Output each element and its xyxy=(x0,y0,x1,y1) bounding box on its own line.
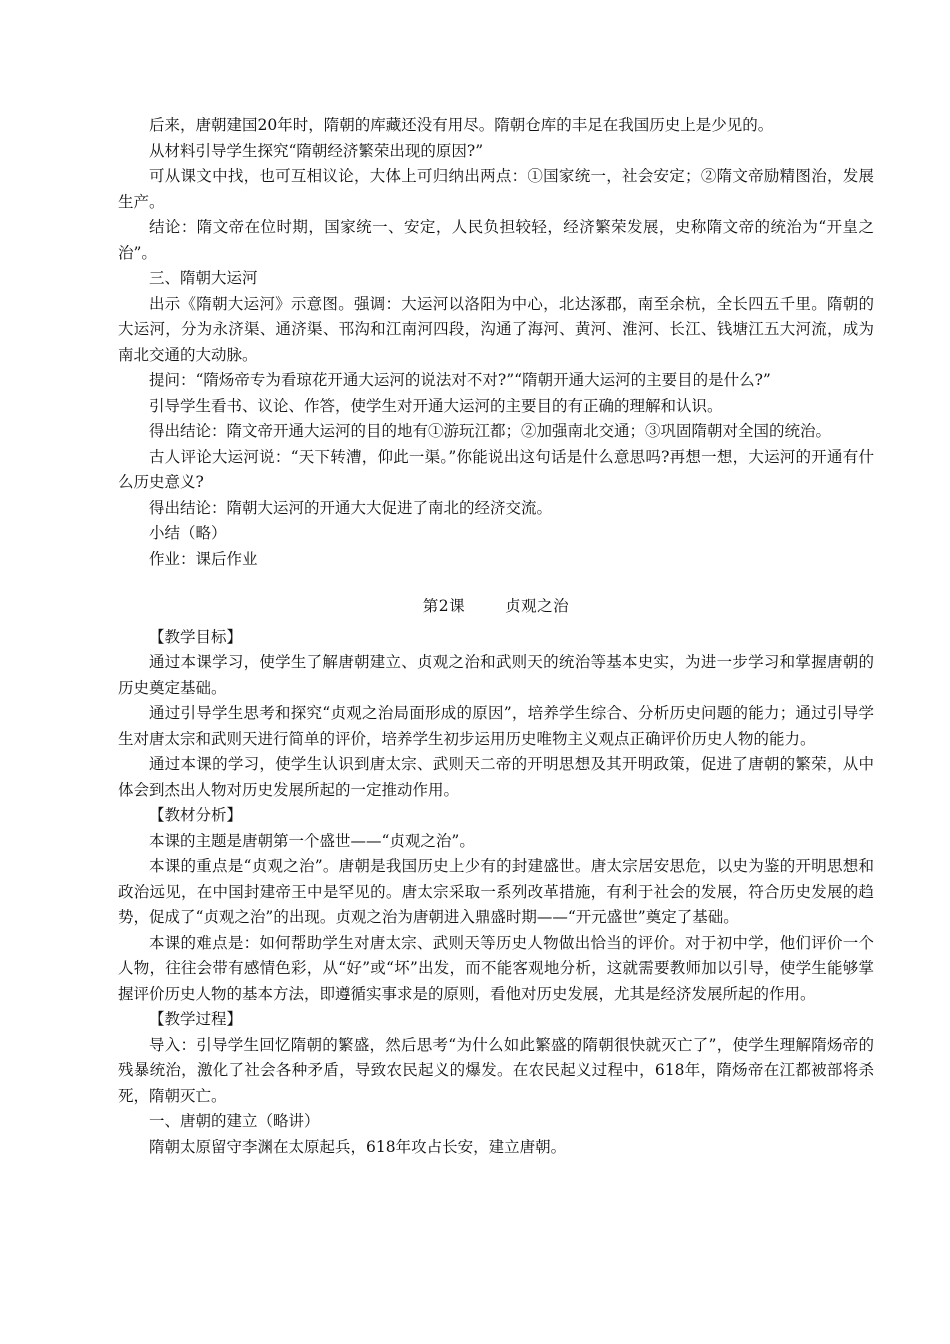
paragraph: 通过本课学习，使学生了解唐朝建立、贞观之治和武则天的统治等基本史实，为进一步学习和掌握唐朝的历史奠定基础。 xyxy=(118,653,874,697)
paragraph: 通过本课的学习，使学生认识到唐太宗、武则天二帝的开明思想及其开明政策，促进了唐朝的繁荣，从中体会到杰出人物对历史发展所起的一定推动作用。 xyxy=(118,755,874,799)
paragraph: 得出结论：隋文帝开通大运河的目的地有①游玩江都；②加强南北交通；③巩固隋朝对全国的统治。 xyxy=(149,422,832,440)
paragraph: 导入：引导学生回忆隋朝的繁盛，然后思考“为什么如此繁盛的隋朝很快就灭亡了”，使学生理解隋炀帝的残暴统治，激化了社会各种矛盾，导致农民起义的爆发。在农民起义过程中，618年，隋炀帝在江都被部将杀死，隋朝灭亡。 xyxy=(118,1035,874,1105)
paragraph: 本课的重点是“贞观之治”。唐朝是我国历史上少有的封建盛世。唐太宗居安思危，以史为鉴的开明思想和政治远见，在中国封建帝王中是罕见的。唐太宗采取一系列改革措施，有利于社会的发展，符合历史发展的趋势，促成了“贞观之治”的出现。贞观之治为唐朝进入鼎盛时期——“开元盛世”奠定了基础。 xyxy=(118,857,874,926)
section-heading: 【教学目标】 xyxy=(149,627,243,646)
paragraph: 通过引导学生思考和探究“贞观之治局面形成的原因”，培养学生综合、分析历史问题的能力；通过引导学生对唐太宗和武则天进行简单的评价，培养学生初步运用历史唯物主义观点正确评价历史人物的能力。 xyxy=(118,704,874,748)
section-heading: 三、隋朝大运河 xyxy=(149,269,258,287)
paragraph: 引导学生看书、议论、作答，使学生对开通大运河的主要目的有正确的理解和认识。 xyxy=(149,396,723,415)
paragraph: 本课的主题是唐朝第一个盛世——“贞观之治”。 xyxy=(149,831,475,850)
paragraph: 隋朝太原留守李渊在太原起兵，618年攻占长安，建立唐朝。 xyxy=(149,1137,567,1156)
paragraph: 从材料引导学生探究“隋朝经济繁荣出现的原因?” xyxy=(149,141,484,160)
document-page xyxy=(118,113,874,1160)
paragraph: 小结（略） xyxy=(149,524,227,542)
section-sui-dynasty xyxy=(118,113,874,572)
paragraph: 本课的难点是：如何帮助学生对唐太宗、武则天等历史人物做出恰当的评价。对于初中学，他们评价一个人物，往往会带有感情色彩，从“好”或“坏”出发，而不能客观地分析，这就需要教师加以引导，使学生能够掌握评价历史人物的基本方法，即遵循实事求是的原则，看他对历史发展，尤其是经济发展所起的作用。 xyxy=(118,933,874,1003)
paragraph: 后来，唐朝建国20年时，隋朝的库藏还没有用尽。隋朝仓库的丰足在我国历史上是少见的。 xyxy=(149,116,774,134)
paragraph: 作业：课后作业 xyxy=(149,549,258,568)
lesson-name: 贞观之治 xyxy=(505,597,570,615)
section-zhenguan xyxy=(118,625,874,1161)
paragraph: 可从课文中找，也可互相议论，大体上可归纳出两点：①国家统一，社会安定；②隋文帝励精图治，发展生产。 xyxy=(118,167,874,211)
section-heading: 【教材分析】 xyxy=(149,806,243,824)
section-heading: 【教学过程】 xyxy=(149,1010,243,1028)
paragraph: 得出结论：隋朝大运河的开通大大促进了南北的经济交流。 xyxy=(149,498,553,517)
paragraph: 古人评论大运河说：“天下转漕，仰此一渠。”你能说出这句话是什么意思吗?再想一想，大运河的开通有什么历史意义? xyxy=(118,447,874,491)
paragraph: 出示《隋朝大运河》示意图。强调：大运河以洛阳为中心，北达涿郡，南至余杭，全长四五千里。隋朝的大运河，分为永济渠、通济渠、邗沟和江南河四段，沟通了海河、黄河、淮河、长江、钱塘江五大河流，成为南北交通的大动脉。 xyxy=(118,294,874,364)
lesson-title xyxy=(118,594,874,620)
section-heading: 一、唐朝的建立（略讲） xyxy=(149,1112,320,1130)
lesson-number: 第2课 xyxy=(422,597,466,615)
paragraph: 结论：隋文帝在位时期，国家统一、安定，人民负担较轻，经济繁荣发展，史称隋文帝的统治为“开皇之治”。 xyxy=(118,218,874,262)
paragraph: 提问：“隋炀帝专为看琼花开通大运河的说法对不对?”“隋朝开通大运河的主要目的是什么?” xyxy=(149,371,771,389)
